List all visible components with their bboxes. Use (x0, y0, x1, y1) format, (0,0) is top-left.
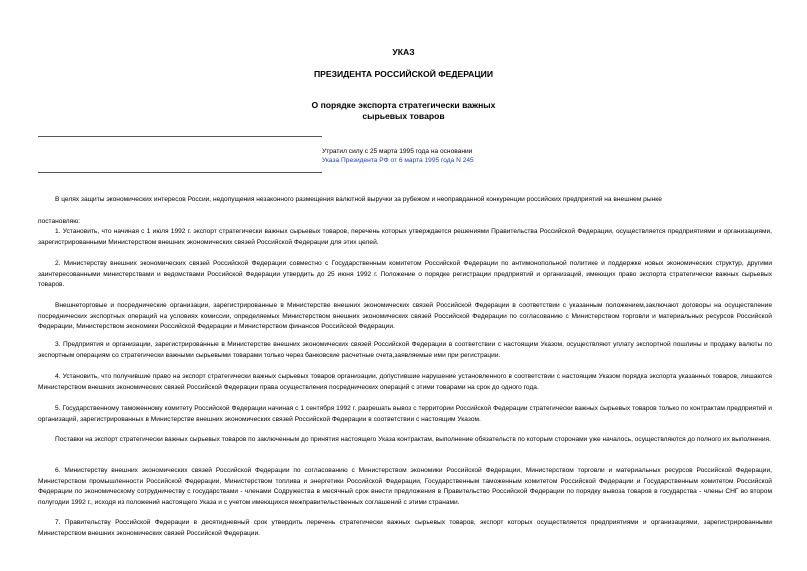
document-title-line-2: сырьевых товаров (362, 111, 445, 121)
paragraph-5: 5. Государственному таможенному комитету Российской Федерации начиная с 1 сентября 1992 г. разрешать вывоз с территории Российской Федерации стратегически важных сырьевых товаров только по контрактам предприятий и организаций, зарегистрированных в Министерстве внешних экономических связей Российской Федерации в соответствии с настоящим Указом. (38, 405, 772, 423)
repeal-decree-link[interactable]: Указа Президента РФ от 6 марта 1995 года N 245 (322, 157, 474, 164)
paragraph-1: 1. Установить, что начиная с 1 июля 1992 г. экспорт стратегически важных сырьевых товаров, перечень которых утверждается решениями Правительства Российской Федерации, осуществляется предприятиями и организациями, зарегистрированными Министерством внешних экономических связей Российской Федерации для этих целей. (38, 228, 772, 246)
paragraph-2: 2. Министерству внешних экономических связей Российской Федерации совместно с Государственным комитетом Российской Федерации по антимонопольной политике и поддержке новых экономических структур, другими заинтересованными министерствами и ведомствами Российской Федерации утвердить до 25 июня 1992 г. Положение о порядке регистрации предприятий и организаций, имеющих право экспорта стратегически важных сырьевых товаров. (38, 260, 772, 288)
decree-word: постановляю: (38, 218, 81, 225)
document-type-heading: УКАЗ (392, 47, 415, 57)
divider-bottom (38, 172, 322, 173)
document-title-line-1: О порядке экспорта стратегически важных (311, 100, 496, 110)
paragraph-7: 7. Правительству Российской Федерации в десятидневный срок утвердить перечень стратегически важных сырьевых товаров, экспорт которых осуществляется предприятиями и организациями, зарегистрированными Министерством внешних экономических связей Российской Федерации. (38, 519, 772, 537)
paragraph-5-continued: Поставки на экспорт стратегически важных сырьевых товаров по заключенным до принятия настоящего Указа контрактам, выполнение обязательств по которым сторонами уже началось, осуществляются до полного их выполнения. (55, 436, 771, 443)
preamble-paragraph: В целях защиты экономических интересов России, недопущения незаконного размещения валютной выручки за рубежом и неоправданной конкуренции российских предприятий на внешнем рынке (55, 196, 662, 203)
divider-top (38, 136, 322, 137)
issuer-heading: ПРЕЗИДЕНТА РОССИЙСКОЙ ФЕДЕРАЦИИ (313, 69, 494, 79)
paragraph-2-continued: Внешнеторговые и посреднические организации, зарегистрированные в Министерстве внешних экономических связей Российской Федерации в соответствии с указанным положением,заключают договоры на осуществление посреднических экспортных операций на условиях комиссии, определяемых Министерством внешних экономических связей Российской Федерации по согласованию с Министерством торговли и материальных ресурсов Российской Федерации, Министерством экономики Российской Федерации и Министерством финансов Российской Федерации. (38, 302, 772, 330)
status-note: Утратил силу с 25 марта 1995 года на основании (322, 148, 473, 155)
paragraph-4: 4. Установить, что получившие право на экспорт стратегически важных сырьевых товаров организации, допустившие нарушение установленного в соответствии с настоящим Указом порядка экспорта указанных товаров, лишаются Министерством внешних экономических связей Российской Федерации права осуществления посреднических операций с этими товарами на срок до одного года. (38, 373, 772, 391)
paragraph-3: 3. Предприятия и организации, зарегистрированные в Министерстве внешних экономических связей Российской Федерации в соответствии с настоящим Указом, осуществляют уплату экспортной пошлины и продажу валюты по экспортным операциям со стратегически важными сырьевыми товарами только через банковские расчетные счета,заявляемые ими при регистрации. (38, 341, 772, 359)
paragraph-6: 6. Министерству внешних экономических связей Российской Федерации по согласованию с Министерством экономики Российской Федерации, Министерством торговли и материальных ресурсов Российской Федерации, Министерством промышленности Российской Федерации, Министерством топлива и энергетики Российской Федерации, Государственным таможенным комитетом Российской Федерации и Государственным комитетом Российской Федерации по экономическому сотрудничеству с государствами - членами Содружества в месячный срок внести предложения в Правительство Российской Федерации по порядку вывоза товаров в государства - члены СНГ во втором полугодии 1992 г., исходя из положений настоящего Указа и с учетом имеющихся межправительственных соглашений с этими странами. (38, 467, 772, 506)
